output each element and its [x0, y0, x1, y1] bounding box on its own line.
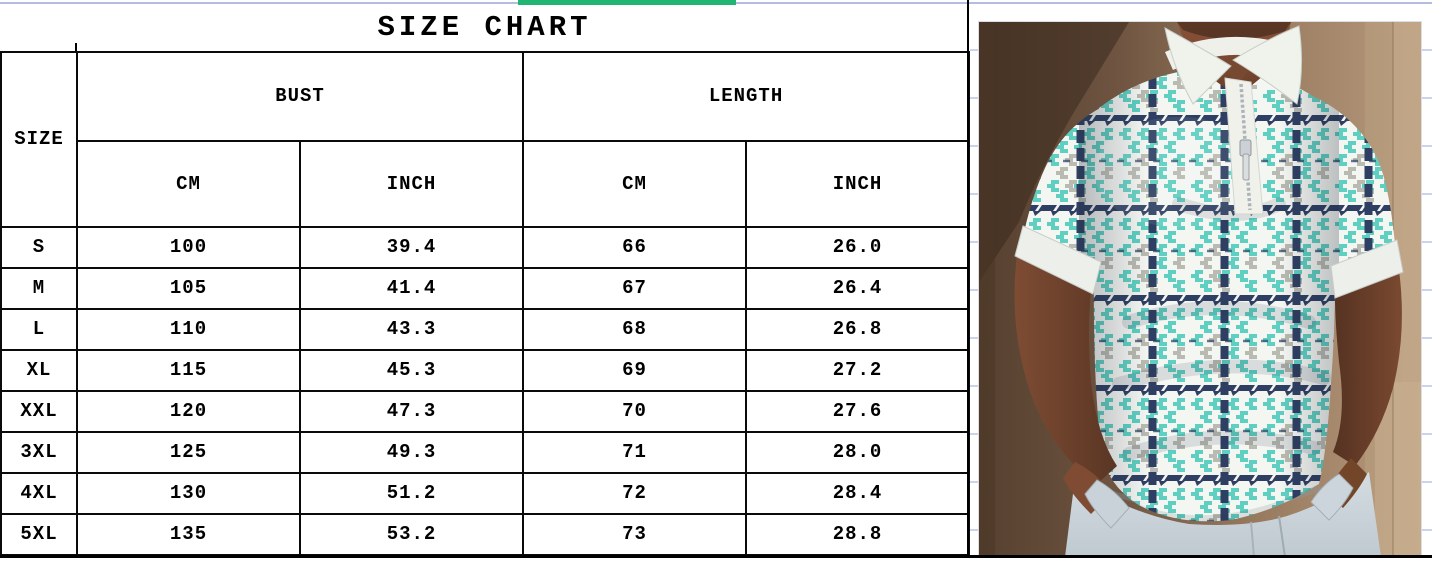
cell-length-inch: 27.2: [746, 350, 969, 391]
size-table-body: [1, 227, 969, 556]
table-row: [1, 350, 969, 391]
cell-length-cm: 70: [523, 391, 746, 432]
cell-bust-inch: 49.3: [300, 432, 523, 473]
cell-length-cm: 72: [523, 473, 746, 514]
cell-length-inch: 28.4: [746, 473, 969, 514]
cell-length-inch: 26.4: [746, 268, 969, 309]
product-photo-illustration: [979, 22, 1421, 557]
header-length: LENGTH: [523, 52, 969, 141]
cell-size: M: [1, 268, 77, 309]
zipper-pull: [1243, 154, 1249, 180]
cell-length-inch: 26.8: [746, 309, 969, 350]
cell-bust-inch: 39.4: [300, 227, 523, 268]
header-length-inch: INCH: [746, 141, 969, 227]
cell-length-cm: 73: [523, 514, 746, 555]
cell-bust-inch: 51.2: [300, 473, 523, 514]
table-row: [1, 227, 969, 268]
cell-length-cm: 71: [523, 432, 746, 473]
cell-length-cm: 67: [523, 268, 746, 309]
cell-bust-inch: 43.3: [300, 309, 523, 350]
header-length-cm: CM: [523, 141, 746, 227]
cell-size: XXL: [1, 391, 77, 432]
cell-bust-inch: 47.3: [300, 391, 523, 432]
cell-size: XL: [1, 350, 77, 391]
cell-size: 5XL: [1, 514, 77, 555]
cell-bust-cm: 105: [77, 268, 300, 309]
cell-length-cm: 69: [523, 350, 746, 391]
table-row: [1, 268, 969, 309]
cell-bust-cm: 110: [77, 309, 300, 350]
cell-bust-inch: 53.2: [300, 514, 523, 555]
cell-bust-cm: 130: [77, 473, 300, 514]
table-row: [1, 473, 969, 514]
cell-length-inch: 27.6: [746, 391, 969, 432]
cell-length-inch: 28.8: [746, 514, 969, 555]
green-accent-bar: [518, 0, 736, 5]
cell-length-cm: 68: [523, 309, 746, 350]
cell-bust-inch: 45.3: [300, 350, 523, 391]
page-title: SIZE CHART: [377, 11, 592, 44]
cell-bust-cm: 125: [77, 432, 300, 473]
bottom-border-line: [0, 555, 1432, 558]
table-photo-divider-line: [967, 0, 969, 558]
cell-length-cm: 66: [523, 227, 746, 268]
cell-length-inch: 26.0: [746, 227, 969, 268]
cell-bust-inch: 41.4: [300, 268, 523, 309]
cell-bust-cm: 120: [77, 391, 300, 432]
table-row: [1, 391, 969, 432]
size-chart-table: [0, 51, 970, 556]
header-bust: BUST: [77, 52, 523, 141]
cell-bust-cm: 115: [77, 350, 300, 391]
cell-bust-cm: 100: [77, 227, 300, 268]
header-size: SIZE: [1, 52, 77, 227]
cell-bust-cm: 135: [77, 514, 300, 555]
header-bust-cm: CM: [77, 141, 300, 227]
cell-size: 4XL: [1, 473, 77, 514]
product-photo: [979, 22, 1421, 557]
table-row: [1, 432, 969, 473]
cell-length-inch: 28.0: [746, 432, 969, 473]
header-bust-inch: INCH: [300, 141, 523, 227]
cell-size: S: [1, 227, 77, 268]
table-row: [1, 514, 969, 555]
cell-size: 3XL: [1, 432, 77, 473]
table-row: [1, 309, 969, 350]
cell-size: L: [1, 309, 77, 350]
